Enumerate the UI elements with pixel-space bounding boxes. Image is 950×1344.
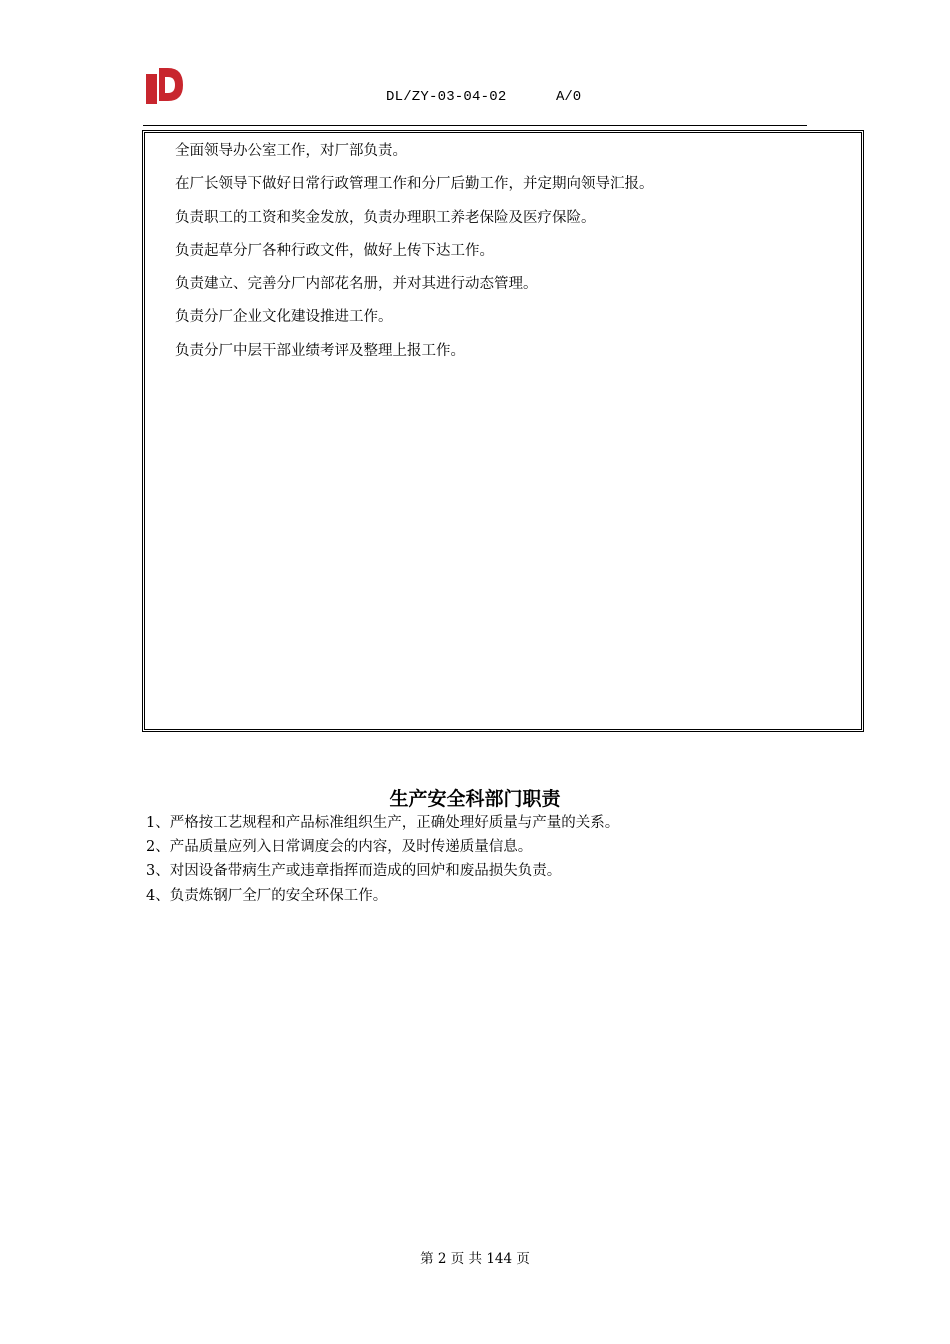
section-duty-item: 3、对因设备带病生产或违章指挥而造成的回炉和废品损失负责。 xyxy=(146,863,562,880)
section-duty-item: 4、负责炼钢厂全厂的安全环保工作。 xyxy=(146,887,388,904)
section-duty-item: 2、产品质量应列入日常调度会的内容，及时传递质量信息。 xyxy=(146,839,533,856)
duty-item: 在厂长领导下做好日常行政管理工作和分厂后勤工作，并定期向领导汇报。 xyxy=(175,176,654,193)
duty-item: 负责起草分厂各种行政文件，做好上传下达工作。 xyxy=(175,242,494,259)
duty-item: 负责建立、完善分厂内部花名册，并对其进行动态管理。 xyxy=(175,276,538,293)
duty-item: 负责职工的工资和奖金发放，负责办理职工养老保险及医疗保险。 xyxy=(175,209,596,226)
section-duty-item: 1、严格按工艺规程和产品标准组织生产，正确处理好质量与产量的关系。 xyxy=(146,815,620,831)
section-duties-list xyxy=(146,811,619,908)
office-duties-list xyxy=(175,135,654,368)
document-revision: A/0 xyxy=(556,89,582,105)
company-logo-icon xyxy=(146,68,184,104)
header-divider xyxy=(143,125,807,126)
section-title: 生产安全科部门职责 xyxy=(389,788,561,810)
office-duties-box xyxy=(142,130,864,732)
duty-item: 全面领导办公室工作，对厂部负责。 xyxy=(175,143,407,159)
duty-item: 负责分厂中层干部业绩考评及整理上报工作。 xyxy=(175,342,465,359)
duty-item: 负责分厂企业文化建设推进工作。 xyxy=(175,309,393,326)
page-number: 第 2 页 共 144 页 xyxy=(420,1251,530,1267)
document-code: DL/ZY-03-04-02 xyxy=(386,89,507,105)
